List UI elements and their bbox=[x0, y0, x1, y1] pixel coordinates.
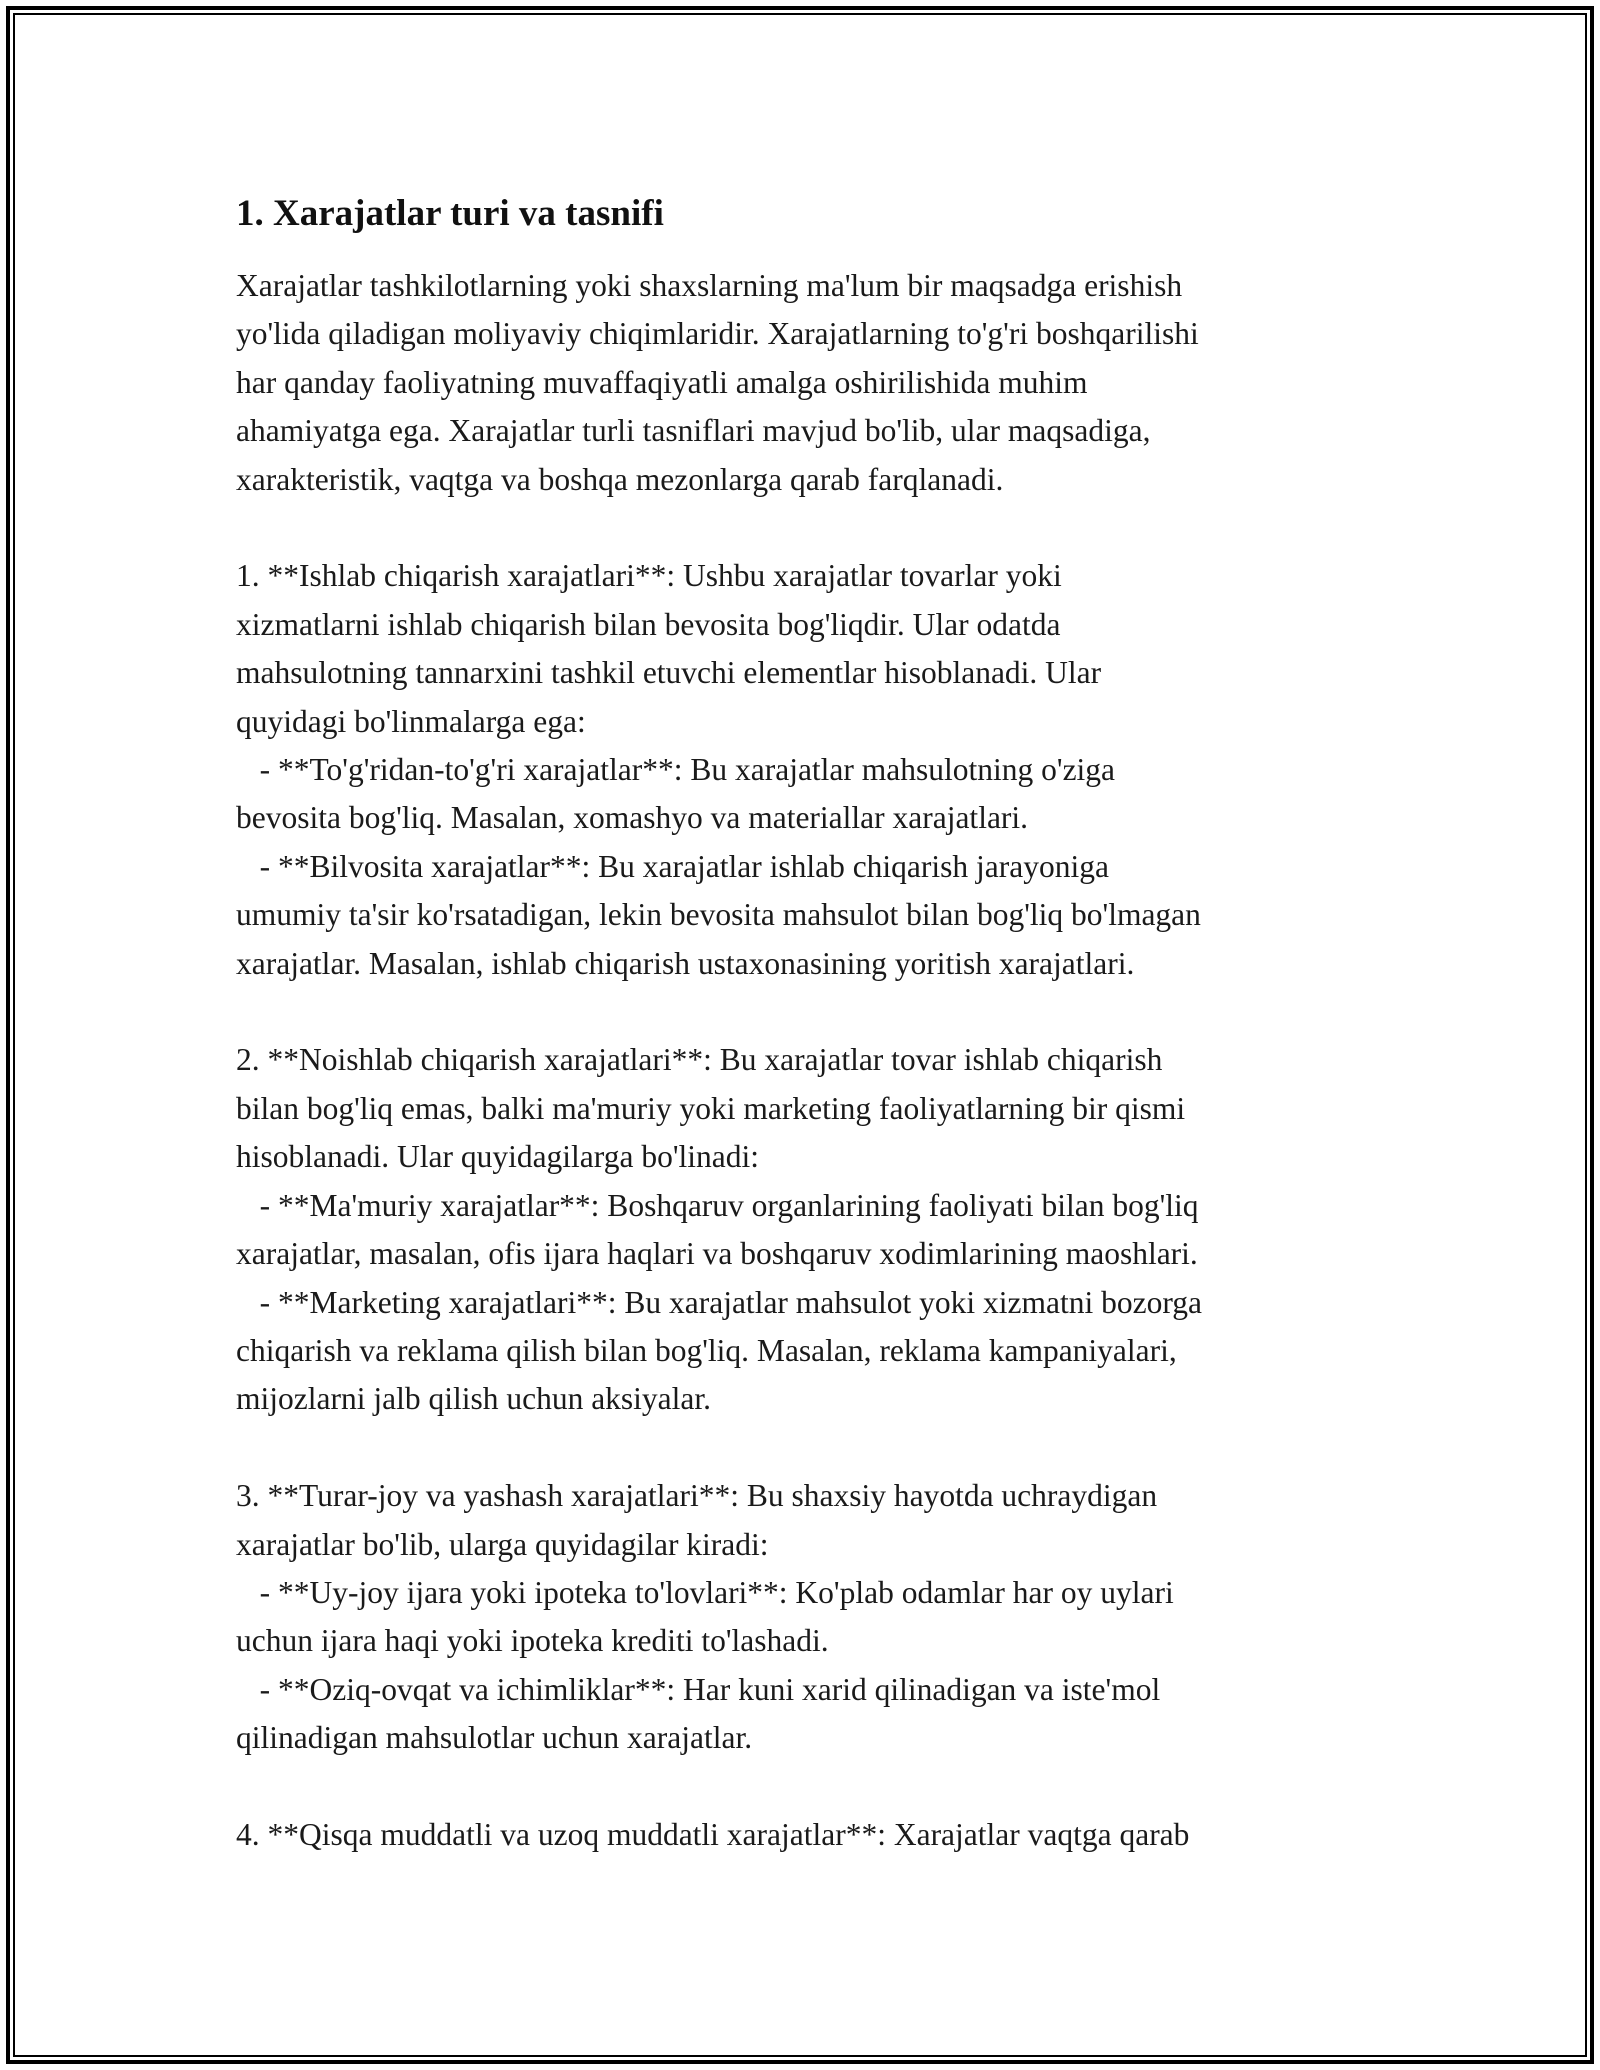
text-line: mahsulotning tannarxini tashkil etuvchi elementlar hisoblanadi. Ular bbox=[236, 655, 1102, 691]
text-line: - **Uy-joy ijara yoki ipoteka to'lovlari**: Ko'plab odamlar har oy uylari bbox=[236, 1574, 1174, 1610]
text-line: bevosita bog'liq. Masalan, xomashyo va materiallar xarajatlari. bbox=[236, 800, 1029, 836]
paragraph-gap bbox=[236, 504, 1376, 552]
paragraph-gap bbox=[236, 988, 1376, 1036]
text-line: xarajatlar, masalan, ofis ijara haqlari va boshqaruv xodimlarining maoshlari. bbox=[236, 1236, 1198, 1272]
text-line: chiqarish va reklama qilish bilan bog'liq. Masalan, reklama kampaniyalari, bbox=[236, 1332, 1177, 1368]
text-line: bilan bog'liq emas, balki ma'muriy yoki marketing faoliyatlarning bir qismi bbox=[236, 1090, 1186, 1126]
text-line: qilinadigan mahsulotlar uchun xarajatlar. bbox=[236, 1720, 753, 1756]
text-line: - **Bilvosita xarajatlar**: Bu xarajatlar ishlab chiqarish jarayoniga bbox=[236, 848, 1109, 884]
text-line: 2. **Noishlab chiqarish xarajatlari**: Bu xarajatlar tovar ishlab chiqarish bbox=[236, 1042, 1163, 1078]
text-line: - **Oziq-ovqat va ichimliklar**: Har kuni xarid qilinadigan va iste'mol bbox=[236, 1671, 1161, 1707]
text-line: Xarajatlar tashkilotlarning yoki shaxslarning ma'lum bir maqsadga erishish bbox=[236, 268, 1183, 303]
section-living-costs bbox=[236, 1472, 1376, 1762]
text-line: xarakteristik, vaqtga va boshqa mezonlarga qarab farqlanadi. bbox=[236, 461, 1004, 497]
text-line: xizmatlarni ishlab chiqarish bilan bevosita bog'liqdir. Ular odatda bbox=[236, 606, 1061, 642]
text-line: hisoblanadi. Ular quyidagilarga bo'linadi: bbox=[236, 1139, 759, 1175]
text-line: - **Marketing xarajatlari**: Bu xarajatlar mahsulot yoki xizmatni bozorga bbox=[236, 1284, 1203, 1320]
text-line: mijozlarni jalb qilish uchun aksiyalar. bbox=[236, 1381, 712, 1417]
text-line: har qanday faoliyatning muvaffaqiyatli amalga oshirilishida muhim bbox=[236, 364, 1088, 400]
text-line: quyidagi bo'linmalarga ega: bbox=[236, 703, 586, 739]
text-line: - **To'g'ridan-to'g'ri xarajatlar**: Bu xarajatlar mahsulotning o'ziga bbox=[236, 752, 1116, 788]
document-body bbox=[236, 190, 1376, 1859]
text-line: xarajatlar. Masalan, ishlab chiqarish ustaxonasining yoritish xarajatlari. bbox=[236, 945, 1135, 981]
paragraph-gap bbox=[236, 1424, 1376, 1472]
text-line: 1. **Ishlab chiqarish xarajatlari**: Ushbu xarajatlar tovarlar yoki bbox=[236, 558, 1062, 594]
text-line: 3. **Turar-joy va yashash xarajatlari**: Bu shaxsiy hayotda uchraydigan bbox=[236, 1478, 1158, 1514]
text-line: - **Ma'muriy xarajatlar**: Boshqaruv organlarining faoliyati bilan bog'liq bbox=[236, 1187, 1199, 1223]
page-title: 1. Xarajatlar turi va tasnifi bbox=[236, 193, 664, 234]
text-line: uchun ijara haqi yoki ipoteka krediti to'lashadi. bbox=[236, 1623, 829, 1659]
section-non-production-costs bbox=[236, 1036, 1376, 1423]
section-production-costs bbox=[236, 552, 1376, 988]
text-line: umumiy ta'sir ko'rsatadigan, lekin bevosita mahsulot bilan bog'liq bo'lmagan bbox=[236, 897, 1201, 933]
intro-paragraph bbox=[236, 262, 1376, 504]
section-term-costs bbox=[236, 1811, 1376, 1859]
paragraph-gap bbox=[236, 1763, 1376, 1811]
text-line: xarajatlar bo'lib, ularga quyidagilar kiradi: bbox=[236, 1526, 769, 1562]
text-line: 4. **Qisqa muddatli va uzoq muddatli xarajatlar**: Xarajatlar vaqtga qarab bbox=[236, 1816, 1190, 1852]
text-line: yo'lida qiladigan moliyaviy chiqimlaridir. Xarajatlarning to'g'ri boshqarilishi bbox=[236, 316, 1199, 352]
text-line: ahamiyatga ega. Xarajatlar turli tasniflari mavjud bo'lib, ular maqsadiga, bbox=[236, 413, 1151, 449]
